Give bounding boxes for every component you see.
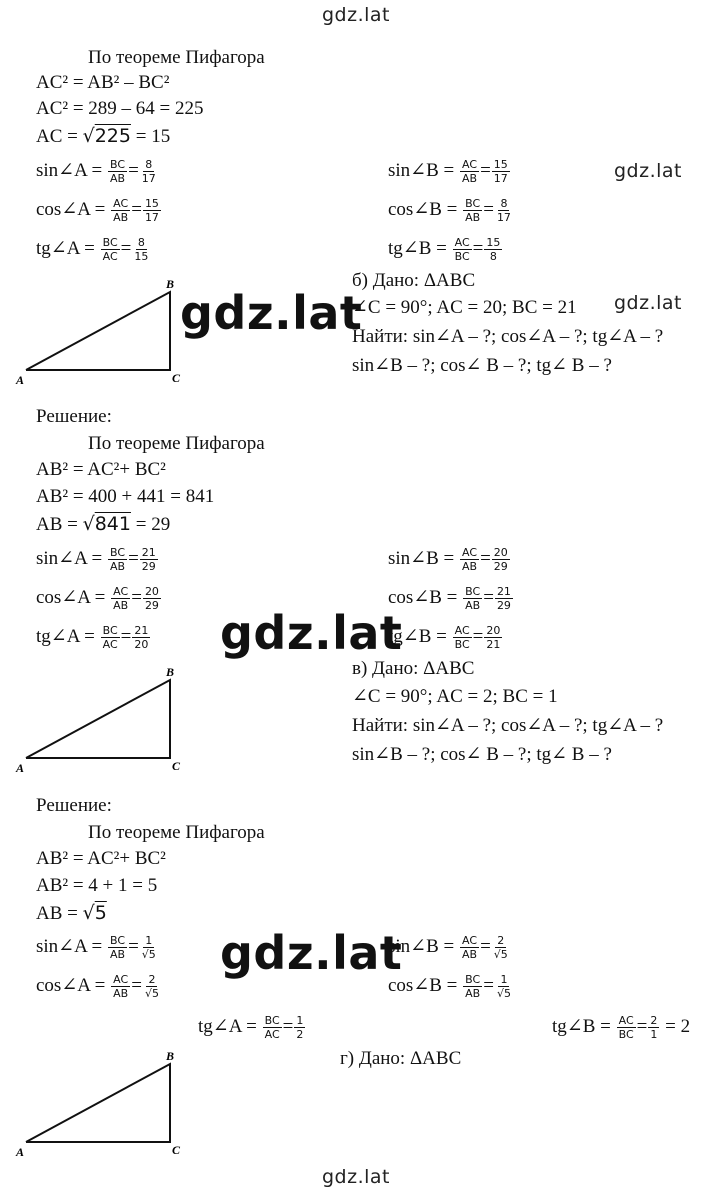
find-c-2: sin∠B – ?; cos∠ B – ?; tg∠ B – ? xyxy=(352,744,612,765)
triangle-2-label-c: C xyxy=(172,759,181,773)
triangle-2-label-b: B xyxy=(166,665,175,679)
given-c: в) Дано: ΔABC xyxy=(352,658,475,679)
conditions-b: ∠C = 90°; AC = 20; BC = 21 xyxy=(352,297,577,318)
tg-a-row-a: tg∠A = $\frac{BC}{AC}$ = $\frac{8}{15}$ xyxy=(36,236,149,263)
watermark-big-1: gdz.lat xyxy=(180,286,363,340)
pythagoras-heading-b: По теореме Пифагора xyxy=(88,433,265,454)
equation-b-3: AB = √841 = 29 xyxy=(36,513,171,535)
tg-a-row-b: tg∠A = $\frac{BC}{AC}$ = $\frac{21}{20}$ xyxy=(36,624,149,651)
watermark-bottom: gdz.lat xyxy=(322,1166,391,1188)
equation-b-2: AB² = 400 + 441 = 841 xyxy=(36,486,215,507)
watermark-big-2: gdz.lat xyxy=(220,606,403,660)
cos-b-row-b: cos∠B = $\frac{BC}{AB}$ = $\frac{21}{29}$ xyxy=(388,585,511,612)
tg-a-row-c: tg∠A = $\frac{BC}{AC}$ = $\frac{1}{2}$ xyxy=(198,1014,304,1041)
equation-c-3: AB = √5 xyxy=(36,902,107,924)
equation-b-1: AB² = AC²+ BC² xyxy=(36,459,166,480)
triangle-figure-3 xyxy=(14,1046,194,1158)
sin-b-row-b: sin∠B = $\frac{AC}{AB}$ = $\frac{20}{29}$ xyxy=(388,546,508,573)
cos-b-row-c: cos∠B = $\frac{BC}{AB}$ = $\frac{1}{√5}$ xyxy=(388,973,511,1000)
find-c-1: Найти: sin∠A – ?; cos∠A – ?; tg∠A – ? xyxy=(352,715,664,736)
triangle-3-label-b: B xyxy=(166,1049,175,1063)
triangle-1-label-c: C xyxy=(172,371,181,385)
conditions-c: ∠C = 90°; AC = 2; BC = 1 xyxy=(352,686,558,707)
equation-c-1: AB² = AC²+ BC² xyxy=(36,848,166,869)
sin-a-row-a: sin∠A = $\frac{BC}{AB}$ = $\frac{8}{17}$ xyxy=(36,158,156,185)
triangle-1-label-a: A xyxy=(16,373,25,386)
equation-a-2: AC² = 289 – 64 = 225 xyxy=(36,98,204,119)
triangle-2-label-a: A xyxy=(16,761,25,774)
equation-a-3: AC = √225 = 15 xyxy=(36,125,171,147)
find-b-2: sin∠B – ?; cos∠ B – ?; tg∠ B – ? xyxy=(352,355,612,376)
cos-b-row-a: cos∠B = $\frac{BC}{AB}$ = $\frac{8}{17}$ xyxy=(388,197,511,224)
triangle-figure-1 xyxy=(14,274,194,386)
cos-a-row-b: cos∠A = $\frac{AC}{AB}$ = $\frac{20}{29}$ xyxy=(36,585,159,612)
sin-a-row-b: sin∠A = $\frac{BC}{AB}$ = $\frac{21}{29}$ xyxy=(36,546,156,573)
cos-a-row-c: cos∠A = $\frac{AC}{AB}$ = $\frac{2}{√5}$ xyxy=(36,973,159,1000)
triangle-3-label-c: C xyxy=(172,1143,181,1157)
solution-heading-b: Решение: xyxy=(36,406,112,427)
equation-a-1: AC² = AB² – BC² xyxy=(36,72,170,93)
watermark-top: gdz.lat xyxy=(322,4,391,26)
tg-b-row-a: tg∠B = $\frac{AC}{BC}$ = $\frac{15}{8}$ xyxy=(388,236,501,263)
triangle-figure-2 xyxy=(14,662,194,774)
sin-a-row-c: sin∠A = $\frac{BC}{AB}$ = $\frac{1}{√5}$ xyxy=(36,934,156,961)
sin-b-row-a: sin∠B = $\frac{AC}{AB}$ = $\frac{15}{17}$ xyxy=(388,158,508,185)
tg-b-row-c: tg∠B = $\frac{AC}{BC}$ = $\frac{2}{1}$ = 2 xyxy=(552,1014,691,1041)
triangle-3-label-a: A xyxy=(16,1145,25,1158)
equation-c-2: AB² = 4 + 1 = 5 xyxy=(36,875,158,896)
sin-b-row-c: sin∠B = $\frac{AC}{AB}$ = $\frac{2}{√5}$ xyxy=(388,934,508,961)
triangle-1-label-b: B xyxy=(166,277,175,291)
given-d: г) Дано: ΔABC xyxy=(340,1048,462,1069)
given-b: б) Дано: ΔABC xyxy=(352,270,476,291)
cos-a-row-a: cos∠A = $\frac{AC}{AB}$ = $\frac{15}{17}$ xyxy=(36,197,159,224)
pythagoras-heading-c: По теореме Пифагора xyxy=(88,822,265,843)
watermark-right-2: gdz.lat xyxy=(614,292,683,314)
watermark-big-3: gdz.lat xyxy=(220,926,403,980)
watermark-right-1: gdz.lat xyxy=(614,160,683,182)
find-b-1: Найти: sin∠A – ?; cos∠A – ?; tg∠A – ? xyxy=(352,326,664,347)
tg-b-row-b: tg∠B = $\frac{AC}{BC}$ = $\frac{20}{21}$ xyxy=(388,624,501,651)
solution-heading-c: Решение: xyxy=(36,795,112,816)
pythagoras-heading-a: По теореме Пифагора xyxy=(88,47,265,68)
